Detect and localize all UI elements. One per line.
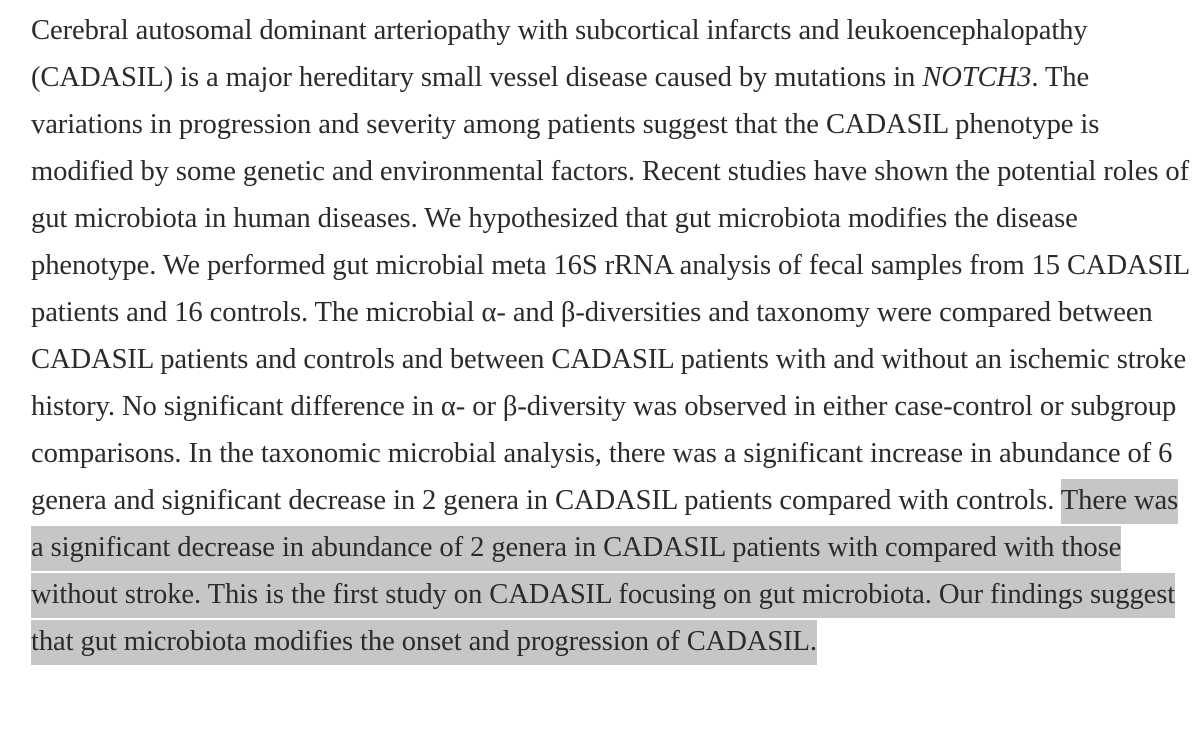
- gene-name: NOTCH3: [922, 62, 1032, 93]
- abstract-text-intro: Cerebral autosomal dominant arteriopathy with subcortical infarcts and leukoencephalopathy (CADASIL) is a major hereditary small vessel disease caused by mutations in: [31, 15, 1088, 93]
- abstract-text-body: . The variations in progression and severity among patients suggest that the CADASIL phenotype is modified by some genetic and environmental factors. Recent studies have shown the potential roles of gut microbiota in human diseases. We hypothesized that gut microbiota modifies the disease phenotype. We performed gut microbial meta 16S rRNA analysis of fecal samples from 15 CADASIL patients and 16 controls. The microbial α- and β-diversities and taxonomy were compared between CADASIL patients and controls and between CADASIL patients with and without an ischemic stroke history. No significant difference in α- or β-diversity was observed in either case-control or subgroup comparisons. In the taxonomic microbial analysis, there was a significant increase in abundance of 6 genera and significant decrease in 2 genera in CADASIL patients compared with controls.: [31, 62, 1190, 516]
- abstract-paragraph: [31, 7, 1191, 665]
- highlighted-text-selection[interactable]: There was a significant decrease in abundance of 2 genera in CADASIL patients with compared with those without stroke. This is the first study on CADASIL focusing on gut microbiota. Our findings suggest that gut microbiota modifies the onset and progression of CADASIL.: [31, 479, 1178, 665]
